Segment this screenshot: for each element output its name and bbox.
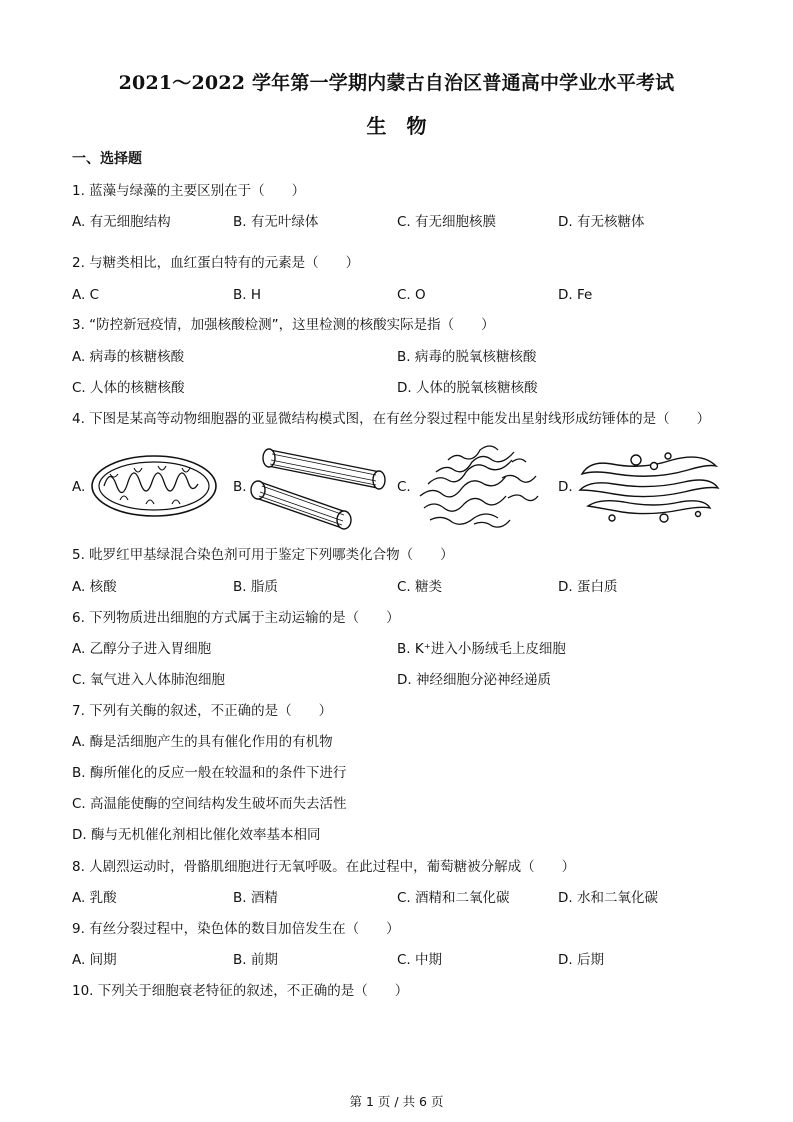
question-4-option-c: C. [397, 479, 411, 495]
question-5-option-d: D. 蛋白质 [558, 579, 618, 595]
question-7-option-d: D. 酶与无机催化剂相比催化效率基本相同 [72, 827, 321, 843]
question-6-stem: 6. 下列物质进出细胞的方式属于主动运输的是（ ） [72, 610, 400, 626]
question-4-stem: 4. 下图是某高等动物细胞器的亚显微结构模式图，在有丝分裂过程中能发出星射线形成纺锤体的是（ ） [72, 411, 711, 427]
section-title: 一、选择题 [72, 151, 142, 167]
question-4-option-d: D. [558, 479, 573, 495]
question-1-option-d: D. 有无核糖体 [558, 214, 645, 230]
question-9-option-c: C. 中期 [397, 952, 443, 968]
question-3-option-d: D. 人体的脱氧核糖核酸 [397, 380, 538, 396]
question-9-option-d: D. 后期 [558, 952, 604, 968]
question-5-option-a: A. 核酸 [72, 579, 117, 595]
question-1-option-a: A. 有无细胞结构 [72, 214, 171, 230]
question-2-option-b: B. H [233, 287, 261, 303]
question-9-option-b: B. 前期 [233, 952, 278, 968]
question-7-stem: 7. 下列有关酶的叙述，不正确的是（ ） [72, 703, 333, 719]
question-8-option-d: D. 水和二氧化碳 [558, 890, 658, 906]
centriole-icon [250, 442, 390, 532]
question-9-option-a: A. 间期 [72, 952, 117, 968]
question-3-stem: 3. “防控新冠疫情，加强核酸检测”，这里检测的核酸实际是指（ ） [72, 317, 495, 333]
endoplasmic-reticulum-icon [414, 438, 544, 534]
question-5-option-b: B. 脂质 [233, 579, 278, 595]
question-6-option-d: D. 神经细胞分泌神经递质 [397, 672, 551, 688]
subject-title: 生物 [366, 114, 447, 138]
question-4-option-b: B. [233, 479, 247, 495]
question-2-option-d: D. Fe [558, 287, 593, 303]
question-5-option-c: C. 糖类 [397, 579, 443, 595]
golgi-apparatus-icon [576, 450, 722, 524]
question-1-option-b: B. 有无叶绿体 [233, 214, 319, 230]
question-8-option-b: B. 酒精 [233, 890, 278, 906]
exam-title: 2021～2022 学年第一学期内蒙古自治区普通高中学业水平考试 [118, 72, 675, 94]
question-5-stem: 5. 吡罗红甲基绿混合染色剂可用于鉴定下列哪类化合物（ ） [72, 547, 454, 563]
question-6-option-c: C. 氧气进入人体肺泡细胞 [72, 672, 226, 688]
question-2-stem: 2. 与糖类相比，血红蛋白特有的元素是（ ） [72, 255, 360, 271]
question-3-option-c: C. 人体的核糖核酸 [72, 380, 185, 396]
question-8-option-c: C. 酒精和二氧化碳 [397, 890, 510, 906]
question-3-option-b: B. 病毒的脱氧核糖核酸 [397, 349, 537, 365]
question-9-stem: 9. 有丝分裂过程中，染色体的数目加倍发生在（ ） [72, 921, 400, 937]
question-7-option-b: B. 酶所催化的反应一般在较温和的条件下进行 [72, 765, 347, 781]
page-footer: 第 1 页 / 共 6 页 [349, 1094, 444, 1109]
question-6-option-a: A. 乙醇分子进入胃细胞 [72, 641, 212, 657]
question-2-option-c: C. O [397, 287, 426, 303]
question-7-option-a: A. 酶是活细胞产生的具有催化作用的有机物 [72, 734, 333, 750]
question-1-option-c: C. 有无细胞核膜 [397, 214, 497, 230]
question-2-option-a: A. C [72, 287, 100, 303]
question-8-stem: 8. 人剧烈运动时，骨骼肌细胞进行无氧呼吸。在此过程中，葡萄糖被分解成（ ） [72, 859, 576, 875]
question-1-stem: 1. 蓝藻与绿藻的主要区别在于（ ） [72, 183, 306, 199]
question-8-option-a: A. 乳酸 [72, 890, 117, 906]
question-6-option-b: B. K⁺进入小肠绒毛上皮细胞 [397, 641, 566, 657]
question-3-option-a: A. 病毒的核糖核酸 [72, 349, 185, 365]
question-10-stem: 10. 下列关于细胞衰老特征的叙述，不正确的是（ ） [72, 983, 409, 999]
question-4-option-a: A. [72, 479, 86, 495]
mitochondrion-icon [90, 452, 220, 522]
question-7-option-c: C. 高温能使酶的空间结构发生破坏而失去活性 [72, 796, 347, 812]
